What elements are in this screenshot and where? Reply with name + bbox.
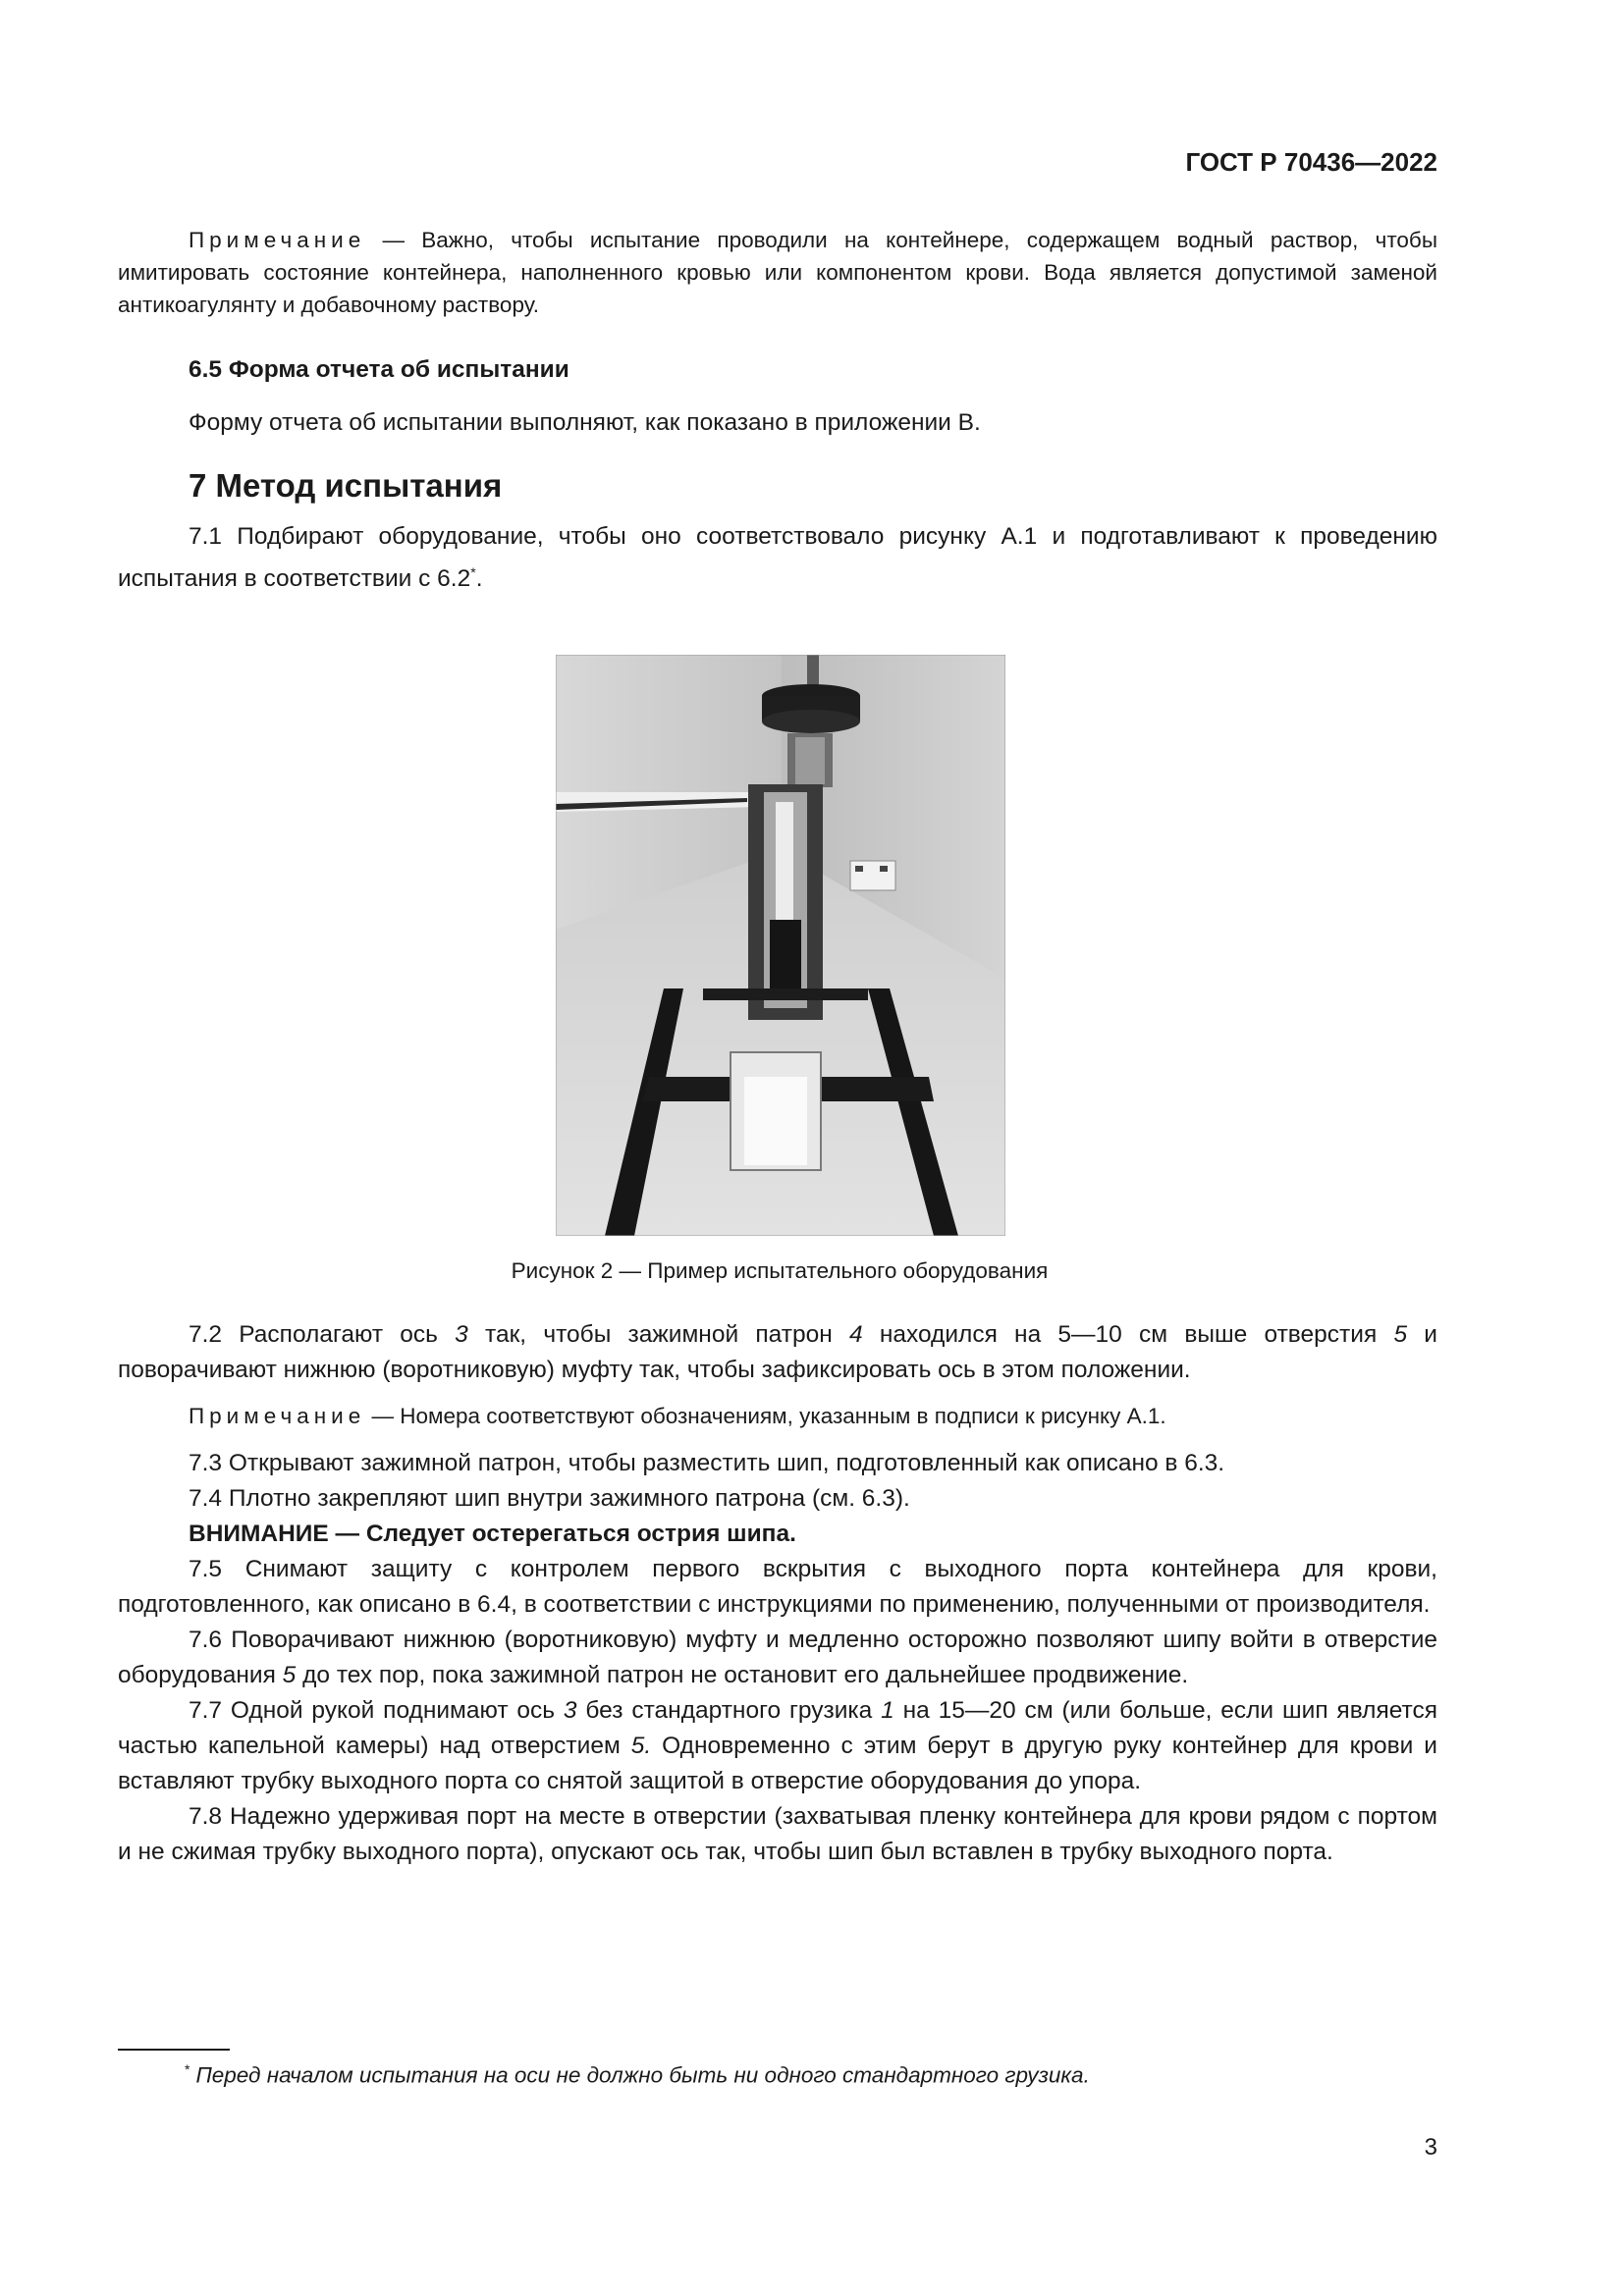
p72-d: и поворачивают нижнюю (воротниковую) муфту так, чтобы зафиксировать ось в этом положении. <box>118 1321 1437 1383</box>
p72-n2: 4 <box>848 1321 863 1348</box>
note-2-label: Примечание <box>189 1404 366 1428</box>
note-2-text: — Номера соответствуют обозначениям, указанным в подписи к рисунку А.1. <box>365 1404 1166 1428</box>
p77-n2: 1 <box>881 1697 894 1724</box>
p72-n3: 5 <box>1393 1321 1408 1348</box>
section-6-5-text: Форму отчета об испытании выполняют, как показано в приложении В. <box>189 409 981 436</box>
p77-n1: 3 <box>563 1697 577 1724</box>
paragraph-7-2 <box>118 1317 1437 1388</box>
paragraph-7-1-text: 7.1 Подбирают оборудование, чтобы оно соответствовало рисунку А.1 и подготавливают к проведению испытания в соответствии с 6.2 <box>118 523 1437 593</box>
paragraph-7-8: 7.8 Надежно удерживая порт на месте в отверстии (захватывая пленку контейнера для крови рядом с портом и не сжимая трубку выходного порта), опускают ось так, чтобы шип был вставлен в трубку выходного порта. <box>118 1803 1437 1865</box>
p77-n3: 5. <box>630 1733 652 1759</box>
test-equipment-photo <box>556 655 1005 1236</box>
p76-n1: 5 <box>282 1662 297 1688</box>
footnote <box>185 2061 1090 2089</box>
paragraph-7-5: 7.5 Снимают защиту с контролем первого вскрытия с выходного порта контейнера для крови, подготовленного, как описано в 6.4, в соответствии с инструкциями по применению, полученными от производителя. <box>118 1556 1437 1618</box>
p76-b: до тех пор, пока зажимной патрон не остановит его дальнейшее продвижение. <box>296 1662 1189 1688</box>
figure-caption: Рисунок 2 — Пример испытательного оборудования <box>511 1258 1049 1283</box>
upper-text-block <box>118 224 1437 597</box>
footnote-mark: * <box>185 2061 190 2077</box>
paragraph-7-4: 7.4 Плотно закрепляют шип внутри зажимного патрона (см. 6.3). <box>189 1485 910 1512</box>
note-2 <box>118 1400 1437 1432</box>
p77-a: 7.7 Одной рукой поднимают ось <box>189 1697 564 1724</box>
paragraph-7-1-end: . <box>475 565 483 593</box>
footnote-divider <box>118 2049 230 2051</box>
document-code: ГОСТ Р 70436—2022 <box>1185 147 1437 177</box>
p77-b: без стандартного грузика <box>576 1697 882 1724</box>
section-7-heading: 7 Метод испытания <box>189 467 503 504</box>
p77-c: на 15—20 см (или больше, если шип является частью капельной камеры) над отверстием <box>118 1697 1437 1759</box>
section-6-5-heading: 6.5 Форма отчета об испытании <box>189 356 569 383</box>
paragraph-7-1 <box>118 519 1437 597</box>
p72-a: 7.2 Располагают ось <box>189 1321 456 1348</box>
p77-d: Одновременно с этим берут в другую руку контейнер для крови и вставляют трубку выходного порта со снятой защитой в отверстие оборудования до упора. <box>118 1733 1437 1794</box>
lower-text-block <box>118 1317 1437 1870</box>
warning: ВНИМАНИЕ — Следует остерегаться острия шипа. <box>189 1521 796 1547</box>
p72-c: находился на 5—10 см выше отверстия <box>862 1321 1394 1348</box>
paragraph-7-6 <box>118 1623 1437 1693</box>
footnote-text: Перед началом испытания на оси не должно быть ни одного стандартного грузика. <box>195 2062 1090 2088</box>
paragraph-7-3: 7.3 Открывают зажимной патрон, чтобы разместить шип, подготовленный как описано в 6.3. <box>189 1450 1225 1476</box>
p76-a: 7.6 Поворачивают нижнюю (воротниковую) муфту и медленно осторожно позволяют шипу войти в отверстие оборудования <box>118 1627 1437 1688</box>
note-1-label: Примечание <box>189 228 366 252</box>
footnote-ref: * <box>470 564 476 580</box>
p72-n1: 3 <box>455 1321 468 1348</box>
p72-b: так, чтобы зажимной патрон <box>467 1321 849 1348</box>
note-1-text: — Важно, чтобы испытание проводили на контейнере, содержащем водный раствор, чтобы имитировать состояние контейнера, наполненного кровью или компонентом крови. Вода является допустимой заменой антикоагулянту и добавочному раствору. <box>118 228 1437 317</box>
page-number: 3 <box>1424 2134 1437 2161</box>
paragraph-7-7 <box>118 1693 1437 1799</box>
note-1 <box>118 224 1437 321</box>
